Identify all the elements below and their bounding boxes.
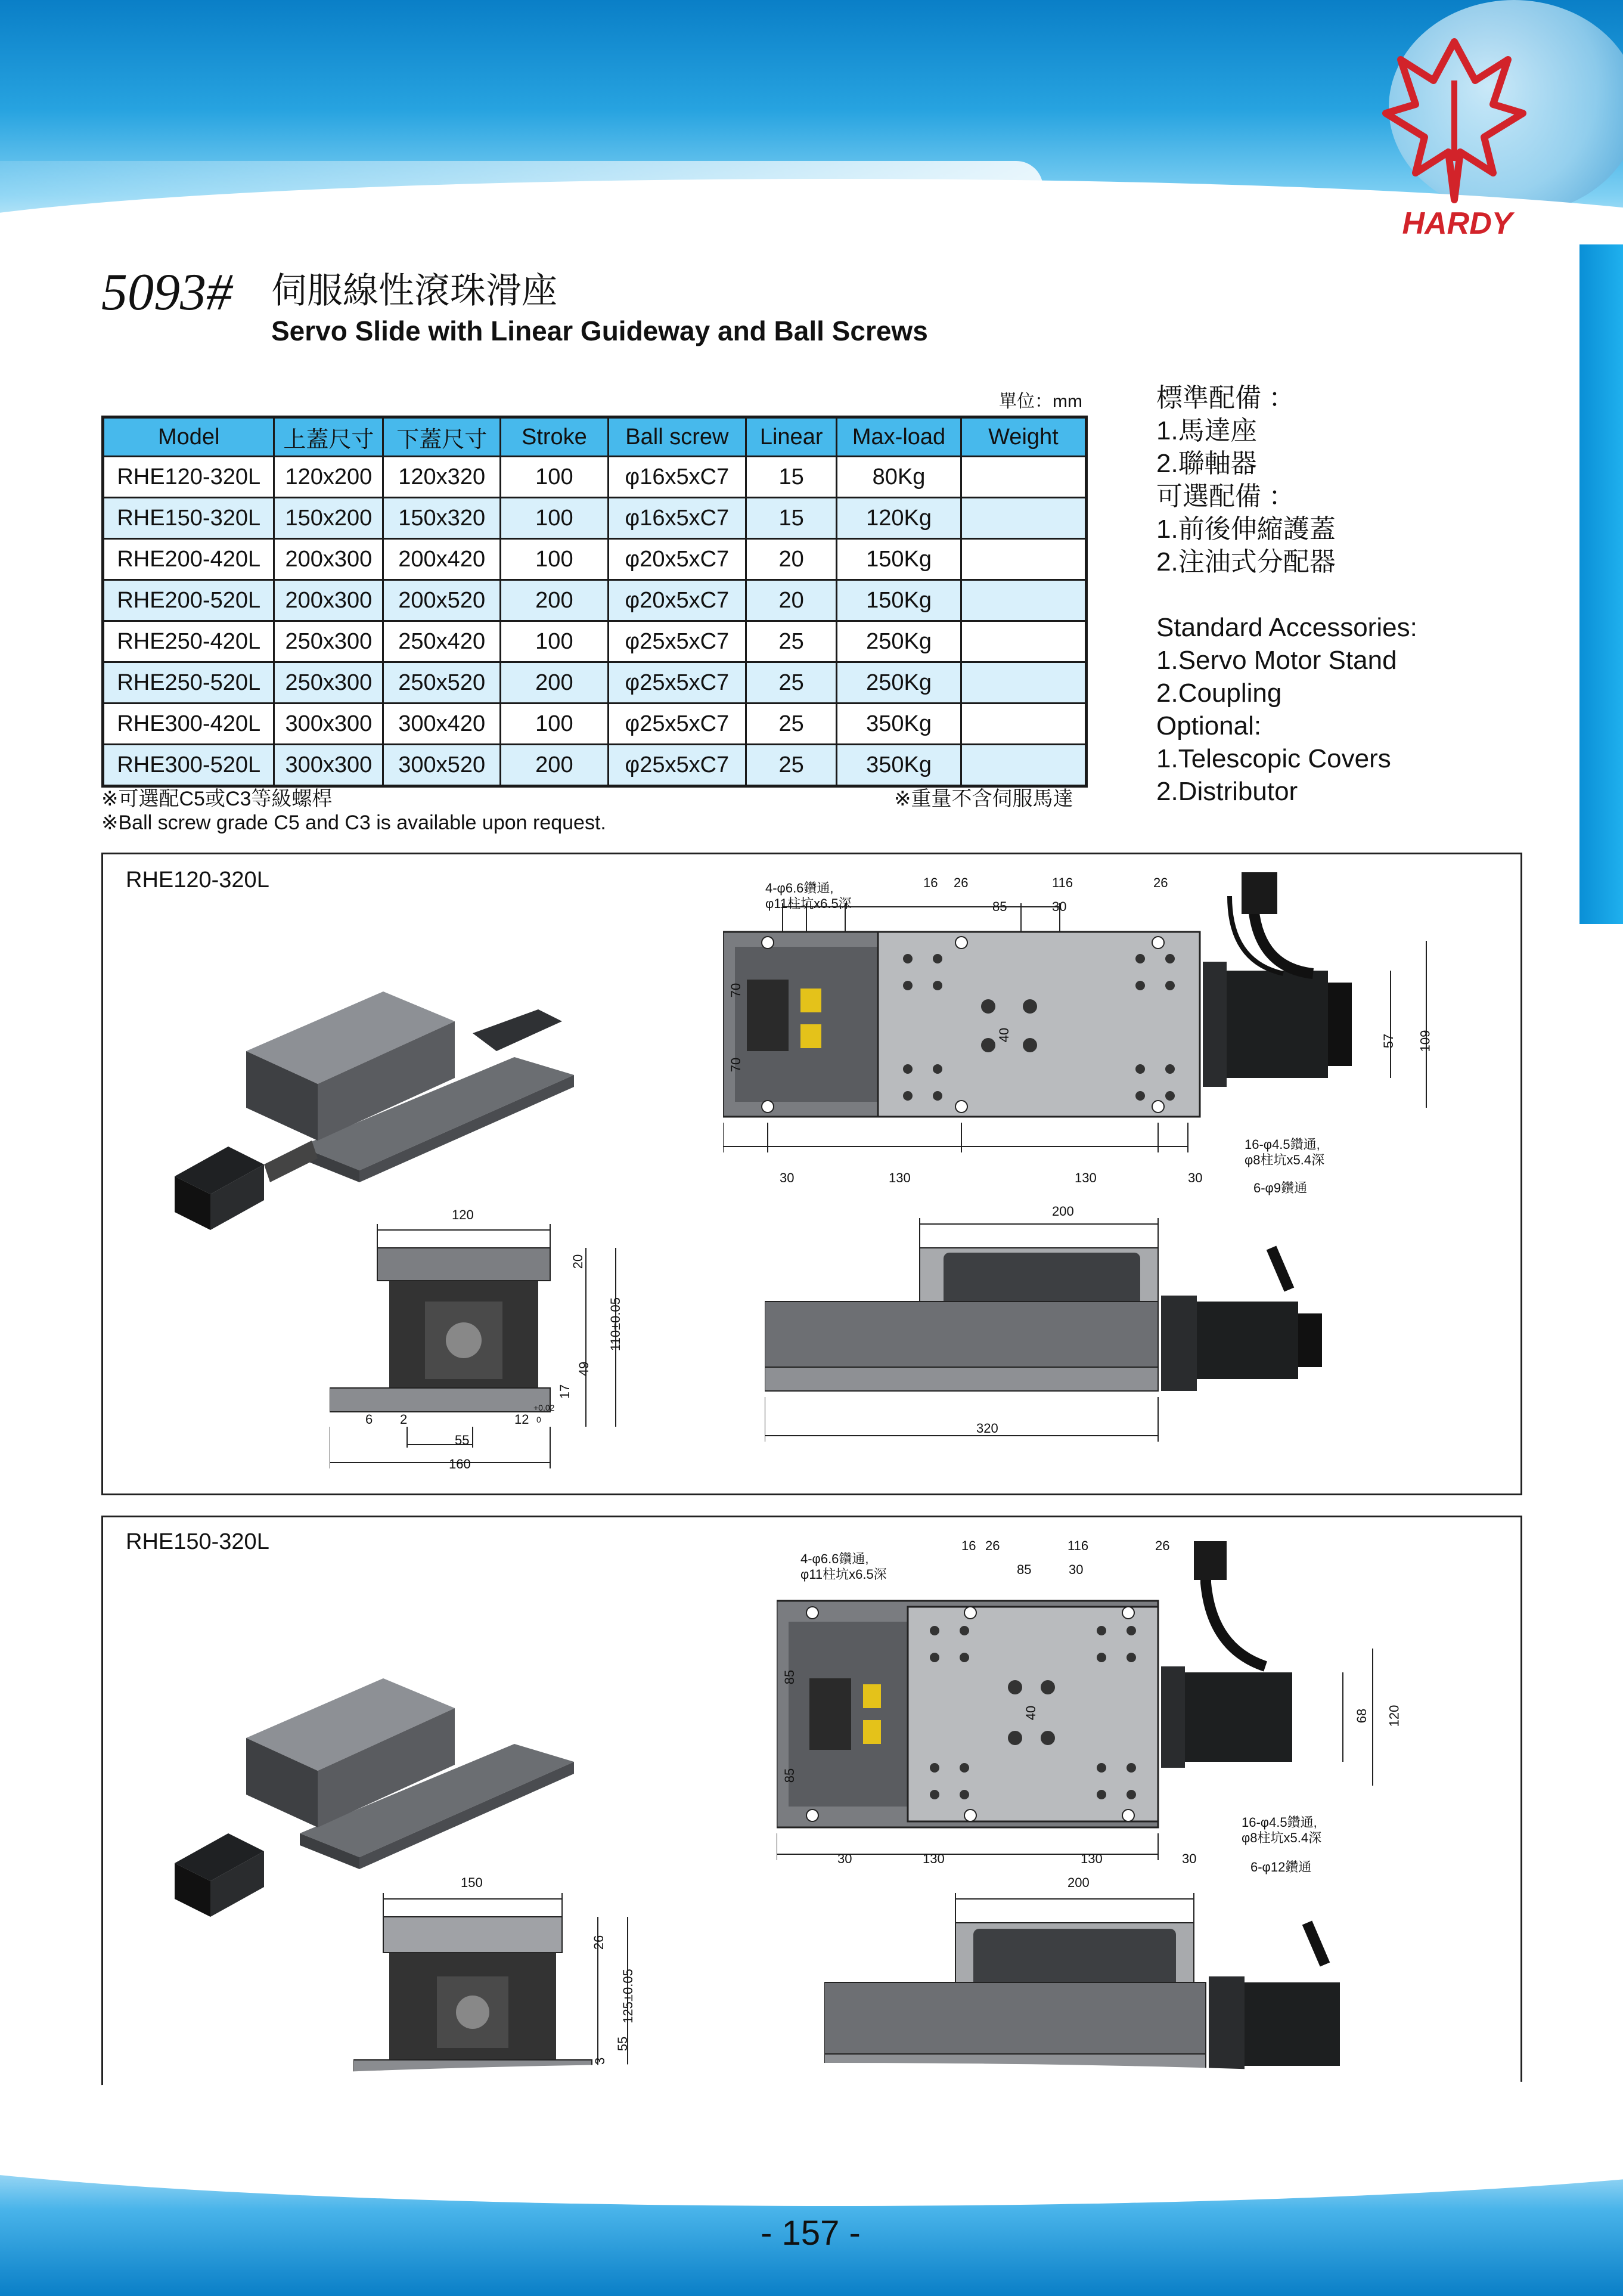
accessory-line: 1.Telescopic Covers bbox=[1156, 744, 1391, 773]
table-cell: 25 bbox=[746, 704, 837, 745]
dim-label: 26 bbox=[954, 875, 969, 890]
table-cell: 200x300 bbox=[274, 539, 383, 580]
page-number: - 157 - bbox=[761, 2214, 861, 2252]
dim-label: 110±0.05 bbox=[607, 1297, 623, 1351]
dim-label: 200 bbox=[1052, 1204, 1074, 1219]
table-cell: φ16x5xC7 bbox=[608, 457, 746, 498]
table-cell: φ25x5xC7 bbox=[608, 621, 746, 662]
dim-label: 70 bbox=[728, 983, 744, 998]
table-cell: 200 bbox=[501, 745, 609, 786]
note-zh-left: ※可選配C5或C3等級螺桿 bbox=[101, 788, 333, 810]
table-row bbox=[103, 745, 1087, 786]
accessory-line: Standard Accessories: bbox=[1156, 613, 1417, 642]
accessory-line: Optional: bbox=[1156, 711, 1262, 740]
table-cell: 250x520 bbox=[383, 662, 501, 704]
col-header: Linear bbox=[746, 417, 837, 457]
hole-note-line1: 4-φ6.6鑽通, bbox=[800, 1551, 869, 1566]
footer-curve bbox=[0, 2063, 1623, 2206]
col-header: 上蓋尺寸 bbox=[274, 417, 383, 457]
dim-label: 30 bbox=[1052, 899, 1067, 914]
table-cell: 300x300 bbox=[274, 704, 383, 745]
table-cell: φ16x5xC7 bbox=[608, 498, 746, 539]
table-cell: RHE120-320L bbox=[103, 457, 274, 498]
dim-label: 120 bbox=[1386, 1705, 1402, 1727]
accessory-line: 1.馬達座 bbox=[1156, 416, 1257, 445]
hole-note-line1: 16-φ4.5鑽通, bbox=[1245, 1137, 1320, 1152]
table-cell: 250Kg bbox=[837, 621, 961, 662]
accessory-line: 2.聯軸器 bbox=[1156, 449, 1257, 478]
dim-label: 6 bbox=[365, 1412, 373, 1427]
dim-label: 130 bbox=[1081, 1851, 1103, 1866]
model-number: 5093# bbox=[101, 264, 232, 321]
table-row bbox=[103, 539, 1087, 580]
panel-label: RHE150-320L bbox=[126, 1529, 269, 1554]
table-row bbox=[103, 704, 1087, 745]
accessory-line: 2.注油式分配器 bbox=[1156, 547, 1336, 577]
col-header: Model bbox=[103, 417, 274, 457]
table-cell: 100 bbox=[501, 457, 609, 498]
dim-label: 30 bbox=[780, 1170, 795, 1185]
table-cell: 200 bbox=[501, 662, 609, 704]
hole-note-line2: φ11柱坑x6.5深 bbox=[765, 896, 852, 911]
table-cell: 250x300 bbox=[274, 621, 383, 662]
accessory-line: 2.Distributor bbox=[1156, 777, 1298, 806]
table-cell: 300x300 bbox=[274, 745, 383, 786]
dim-label: 130 bbox=[923, 1851, 945, 1866]
dim-label: 130 bbox=[1075, 1170, 1097, 1185]
dim-label: 125±0.05 bbox=[620, 1969, 635, 2024]
table-cell: 120Kg bbox=[837, 498, 961, 539]
table-cell bbox=[961, 457, 1086, 498]
dim-label: 70 bbox=[728, 1057, 744, 1073]
dim-label: 85 bbox=[992, 899, 1007, 914]
table-cell: 350Kg bbox=[837, 704, 961, 745]
table-cell bbox=[961, 621, 1086, 662]
dim-label: 116 bbox=[1067, 1538, 1089, 1553]
dim-label: 26 bbox=[985, 1538, 1000, 1553]
dim-label: 160 bbox=[449, 1457, 471, 1471]
table-header-row bbox=[103, 417, 1087, 457]
unit-label: 單位：mm bbox=[999, 392, 1082, 411]
table-cell: 150Kg bbox=[837, 580, 961, 621]
table-cell: φ20x5xC7 bbox=[608, 539, 746, 580]
dim-label: 30 bbox=[837, 1851, 852, 1866]
dim-label: 16 bbox=[923, 875, 938, 890]
dim-label: 30 bbox=[1069, 1562, 1084, 1577]
table-cell: 300x520 bbox=[383, 745, 501, 786]
table-cell bbox=[961, 704, 1086, 745]
table-cell: RHE300-520L bbox=[103, 745, 274, 786]
table-cell: 100 bbox=[501, 704, 609, 745]
dim-label: 49 bbox=[576, 1361, 592, 1377]
table-cell: 200x420 bbox=[383, 539, 501, 580]
top-view-drawing bbox=[723, 872, 1444, 1242]
brand-name: HARDY bbox=[1402, 206, 1513, 241]
dim-label: 30 bbox=[1188, 1170, 1203, 1185]
hole-note-line1: 16-φ4.5鑽通, bbox=[1242, 1815, 1317, 1830]
accessory-line: 1.前後伸縮護蓋 bbox=[1156, 515, 1336, 544]
table-cell bbox=[961, 745, 1086, 786]
hole-note-line2: φ11柱坑x6.5深 bbox=[800, 1567, 887, 1582]
hole-note: 6-φ12鑽通 bbox=[1250, 1860, 1312, 1874]
panel-label: RHE120-320L bbox=[126, 867, 269, 893]
accessory-line: 標準配備 ： bbox=[1156, 383, 1295, 413]
dim-label: 85 bbox=[782, 1768, 797, 1783]
table-cell: 200 bbox=[501, 580, 609, 621]
dim-label: 116 bbox=[1052, 875, 1073, 890]
dim-label: 109 bbox=[1417, 1030, 1433, 1052]
col-header: 下蓋尺寸 bbox=[383, 417, 501, 457]
drawing-panel-rhe150 bbox=[101, 1516, 1522, 2157]
hole-note-line2: φ8柱坑x5.4深 bbox=[1245, 1152, 1325, 1167]
table-cell: φ25x5xC7 bbox=[608, 745, 746, 786]
table-row bbox=[103, 662, 1087, 704]
table-cell: RHE200-520L bbox=[103, 580, 274, 621]
table-cell: 200x300 bbox=[274, 580, 383, 621]
table-row bbox=[103, 580, 1087, 621]
table-cell: 80Kg bbox=[837, 457, 961, 498]
table-cell bbox=[961, 662, 1086, 704]
table-cell: 200x520 bbox=[383, 580, 501, 621]
dim-label: 26 bbox=[591, 1935, 607, 1950]
accessories-list bbox=[1156, 382, 1417, 808]
table-cell: RHE300-420L bbox=[103, 704, 274, 745]
hole-note-line1: 4-φ6.6鑽通, bbox=[765, 881, 834, 896]
hole-note: 6-φ9鑽通 bbox=[1253, 1180, 1308, 1195]
table-cell: φ20x5xC7 bbox=[608, 580, 746, 621]
note-zh-right: ※重量不含伺服馬達 bbox=[894, 788, 1073, 810]
dim-label: 85 bbox=[782, 1669, 797, 1685]
tolerance-lower: 0 bbox=[536, 1415, 541, 1424]
table-cell: RHE150-320L bbox=[103, 498, 274, 539]
dim-label: 200 bbox=[1067, 1875, 1090, 1890]
dim-label: 130 bbox=[889, 1170, 911, 1185]
dim-label: 55 bbox=[455, 1433, 470, 1448]
dim-label: 20 bbox=[570, 1254, 586, 1269]
table-cell: 300x420 bbox=[383, 704, 501, 745]
table-cell: 250Kg bbox=[837, 662, 961, 704]
table-cell: 150Kg bbox=[837, 539, 961, 580]
table-cell: 25 bbox=[746, 621, 837, 662]
table-cell: 15 bbox=[746, 498, 837, 539]
title-english: Servo Slide with Linear Guideway and Ball Screws bbox=[271, 315, 928, 346]
accessory-line: 可選配備 ： bbox=[1156, 482, 1295, 511]
title-chinese: 伺服線性滾珠滑座 bbox=[271, 271, 557, 311]
dim-label: 150 bbox=[461, 1875, 483, 1890]
dim-label: 120 bbox=[452, 1207, 474, 1222]
dim-label: 26 bbox=[1155, 1538, 1170, 1553]
dim-label: 57 bbox=[1381, 1033, 1397, 1049]
col-header: Stroke bbox=[501, 417, 609, 457]
dim-label: 320 bbox=[976, 1421, 998, 1436]
table-cell: 120x320 bbox=[383, 457, 501, 498]
spec-table bbox=[101, 416, 1088, 788]
dim-label: 55 bbox=[615, 2036, 631, 2052]
dim-label: 17 bbox=[557, 1384, 573, 1399]
side-view-drawing bbox=[765, 1212, 1391, 1463]
table-cell: 250x300 bbox=[274, 662, 383, 704]
table-cell bbox=[961, 580, 1086, 621]
hole-note-line2: φ8柱坑x5.4深 bbox=[1242, 1830, 1322, 1845]
dim-label: 68 bbox=[1354, 1708, 1370, 1724]
table-cell: 25 bbox=[746, 745, 837, 786]
dim-label: 26 bbox=[1153, 875, 1168, 890]
dim-label: 40 bbox=[1023, 1705, 1039, 1721]
table-row bbox=[103, 621, 1087, 662]
table-cell: 250x420 bbox=[383, 621, 501, 662]
table-cell: φ25x5xC7 bbox=[608, 662, 746, 704]
hardy-logo bbox=[1371, 24, 1538, 244]
table-cell: 150x320 bbox=[383, 498, 501, 539]
table-cell bbox=[961, 498, 1086, 539]
note-en: ※Ball screw grade C5 and C3 is available upon request. bbox=[101, 811, 606, 834]
table-cell: 100 bbox=[501, 621, 609, 662]
table-cell: RHE250-520L bbox=[103, 662, 274, 704]
table-row bbox=[103, 457, 1087, 498]
dim-label: 40 bbox=[997, 1027, 1012, 1043]
iso-render-image bbox=[157, 968, 598, 1242]
col-header: Ball screw bbox=[608, 417, 746, 457]
table-cell: 25 bbox=[746, 662, 837, 704]
col-header: Max-load bbox=[837, 417, 961, 457]
dim-label: 85 bbox=[1017, 1562, 1032, 1577]
table-cell: φ25x5xC7 bbox=[608, 704, 746, 745]
table-cell: 150x200 bbox=[274, 498, 383, 539]
side-tab bbox=[1579, 244, 1623, 924]
accessory-spacer bbox=[1156, 578, 1417, 611]
table-cell: RHE200-420L bbox=[103, 539, 274, 580]
dim-label: 2 bbox=[400, 1412, 408, 1427]
dim-label: 30 bbox=[1182, 1851, 1197, 1866]
table-cell: 20 bbox=[746, 539, 837, 580]
col-header: Weight bbox=[961, 417, 1086, 457]
dim-label: 12 bbox=[514, 1412, 529, 1427]
table-cell: RHE250-420L bbox=[103, 621, 274, 662]
drawing-panel-rhe120 bbox=[101, 853, 1522, 1495]
dim-label: 16 bbox=[961, 1538, 976, 1553]
accessory-line: 1.Servo Motor Stand bbox=[1156, 646, 1397, 675]
table-cell: 15 bbox=[746, 457, 837, 498]
table-cell: 20 bbox=[746, 580, 837, 621]
accessory-line: 2.Coupling bbox=[1156, 678, 1282, 708]
table-cell: 120x200 bbox=[274, 457, 383, 498]
tolerance-upper: +0.02 bbox=[533, 1403, 555, 1412]
table-row bbox=[103, 498, 1087, 539]
table-cell: 350Kg bbox=[837, 745, 961, 786]
table-cell bbox=[961, 539, 1086, 580]
table-cell: 100 bbox=[501, 539, 609, 580]
table-cell: 100 bbox=[501, 498, 609, 539]
